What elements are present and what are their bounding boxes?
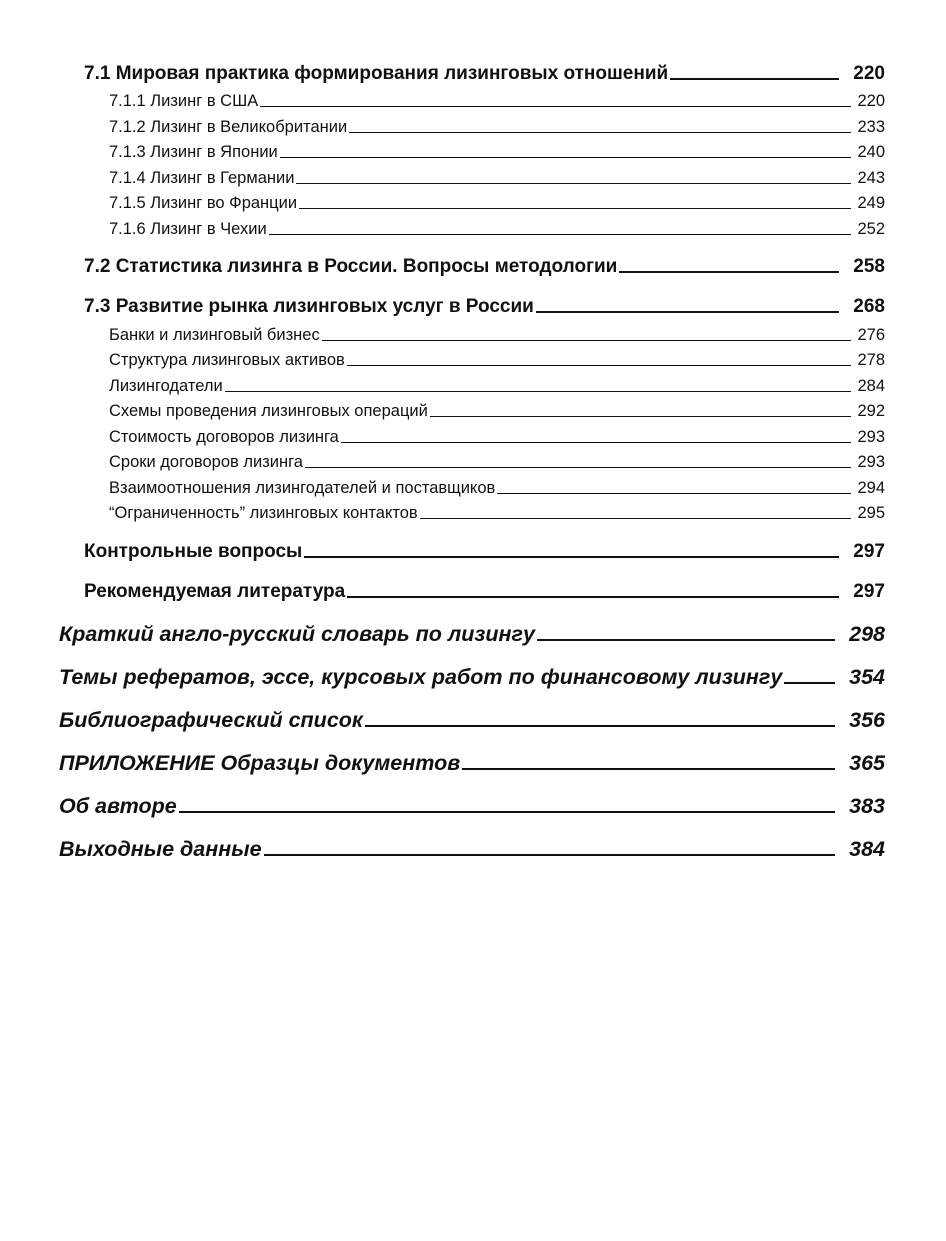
toc-entry-title: Стоимость договоров лизинга bbox=[109, 428, 339, 446]
toc-entry-title: 7.1.6 Лизинг в Чехии bbox=[109, 220, 267, 238]
toc-entry-title: Банки и лизинговый бизнес bbox=[109, 326, 320, 344]
toc-entry-title: 7.1.2 Лизинг в Великобритании bbox=[109, 118, 348, 136]
toc-leader-line bbox=[179, 811, 835, 813]
toc-page-number: 294 bbox=[857, 479, 885, 497]
toc-entry-title: Библиографический список bbox=[59, 708, 363, 732]
toc-entry-title: Сроки договоров лизинга bbox=[109, 453, 303, 471]
toc-page-number: 384 bbox=[849, 837, 885, 861]
toc-entry-lessors[interactable] bbox=[109, 374, 885, 396]
toc-page-number: 297 bbox=[853, 541, 885, 562]
toc-page-number: 278 bbox=[857, 351, 885, 369]
toc-leader-line bbox=[269, 234, 851, 235]
toc-entry-title: Рекомендуемая литература bbox=[84, 581, 346, 602]
toc-entry-title: 7.3 Развитие рынка лизинговых услуг в России bbox=[84, 296, 534, 317]
toc-entry-7-3[interactable] bbox=[84, 294, 885, 318]
toc-entry-imprint[interactable] bbox=[59, 834, 885, 862]
toc-entry-title: “Ограниченность” лизинговых контактов bbox=[109, 504, 418, 522]
toc-page-number: 293 bbox=[857, 428, 885, 446]
toc-page-number: 220 bbox=[853, 63, 885, 84]
toc-entry-cost[interactable] bbox=[109, 425, 885, 447]
toc-page-number: 243 bbox=[857, 169, 885, 187]
toc-leader-line bbox=[430, 416, 851, 417]
toc-page-number: 284 bbox=[857, 377, 885, 395]
toc-leader-line bbox=[365, 725, 835, 727]
toc-leader-line bbox=[420, 518, 851, 519]
toc-page-number: 252 bbox=[857, 220, 885, 238]
toc-entry-7-1-3[interactable] bbox=[109, 140, 885, 162]
toc-page-number: 268 bbox=[853, 296, 885, 317]
toc-page-number: 293 bbox=[857, 453, 885, 471]
toc-entry-title: Лизингодатели bbox=[109, 377, 223, 395]
toc-entry-appendix[interactable] bbox=[59, 748, 885, 776]
toc-page-number: 249 bbox=[857, 194, 885, 212]
toc-entry-literature[interactable] bbox=[84, 579, 885, 603]
toc-leader-line bbox=[322, 340, 851, 341]
toc-entry-bibliography[interactable] bbox=[59, 705, 885, 733]
toc-entry-title: Темы рефератов, эссе, курсовых работ по финансовому лизингу bbox=[59, 665, 783, 689]
toc-leader-line bbox=[264, 854, 835, 856]
toc-leader-line bbox=[304, 556, 839, 558]
toc-entry-banks[interactable] bbox=[109, 323, 885, 345]
toc-page-number: 233 bbox=[857, 118, 885, 136]
toc-entry-7-1-6[interactable] bbox=[109, 217, 885, 239]
toc-entry-title: 7.1.5 Лизинг во Франции bbox=[109, 194, 298, 212]
toc-entry-7-1[interactable] bbox=[84, 61, 885, 85]
toc-leader-line bbox=[280, 157, 851, 158]
toc-leader-line bbox=[349, 132, 851, 133]
toc-entry-title: ПРИЛОЖЕНИЕ Образцы документов bbox=[59, 751, 461, 775]
toc-page-number: 354 bbox=[849, 665, 885, 689]
toc-entry-title: Взаимоотношения лизингодателей и поставщиков bbox=[109, 479, 496, 497]
toc-entry-title: Об авторе bbox=[59, 794, 177, 818]
toc-entry-title: Контрольные вопросы bbox=[84, 541, 303, 562]
toc-leader-line bbox=[341, 442, 851, 443]
toc-entry-7-1-5[interactable] bbox=[109, 191, 885, 213]
toc-entry-7-2[interactable] bbox=[84, 254, 885, 278]
toc-entry-title: Структура лизинговых активов bbox=[109, 351, 345, 369]
toc-entry-title: 7.1 Мировая практика формирования лизинговых отношений bbox=[84, 63, 669, 84]
toc-leader-line bbox=[497, 493, 851, 494]
toc-page-number: 240 bbox=[857, 143, 885, 161]
toc-entry-topics[interactable] bbox=[59, 662, 885, 690]
toc-leader-line bbox=[536, 311, 839, 313]
toc-entry-limitations[interactable] bbox=[109, 501, 885, 523]
toc-entry-title: Выходные данные bbox=[59, 837, 262, 861]
toc-page-number: 295 bbox=[857, 504, 885, 522]
toc-page-number: 298 bbox=[849, 622, 885, 646]
toc-leader-line bbox=[299, 208, 851, 209]
toc-page-number: 258 bbox=[853, 256, 885, 277]
toc-leader-line bbox=[225, 391, 851, 392]
toc-entry-title: Схемы проведения лизинговых операций bbox=[109, 402, 428, 420]
toc-entry-7-1-2[interactable] bbox=[109, 115, 885, 137]
toc-page-number: 365 bbox=[849, 751, 885, 775]
toc-page-number: 356 bbox=[849, 708, 885, 732]
toc-page-number: 220 bbox=[857, 92, 885, 110]
toc-entry-schemes[interactable] bbox=[109, 399, 885, 421]
toc-entry-author[interactable] bbox=[59, 791, 885, 819]
toc-entry-relations[interactable] bbox=[109, 476, 885, 498]
toc-entry-dictionary[interactable] bbox=[59, 619, 885, 647]
toc-leader-line bbox=[347, 596, 839, 598]
toc-entry-terms[interactable] bbox=[109, 450, 885, 472]
toc-entry-questions[interactable] bbox=[84, 539, 885, 563]
toc-entry-7-1-1[interactable] bbox=[109, 89, 885, 111]
toc-entry-7-1-4[interactable] bbox=[109, 166, 885, 188]
toc-page-number: 383 bbox=[849, 794, 885, 818]
toc-page-number: 297 bbox=[853, 581, 885, 602]
toc-leader-line bbox=[670, 78, 839, 80]
toc-entry-title: Краткий англо-русский словарь по лизингу bbox=[59, 622, 535, 646]
toc-entry-title: 7.2 Статистика лизинга в России. Вопросы методологии bbox=[84, 256, 618, 277]
toc-page-number: 292 bbox=[857, 402, 885, 420]
toc-leader-line bbox=[260, 106, 851, 107]
toc-entry-title: 7.1.1 Лизинг в США bbox=[109, 92, 259, 110]
toc-leader-line bbox=[305, 467, 851, 468]
toc-page-number: 276 bbox=[857, 326, 885, 344]
toc-leader-line bbox=[619, 271, 839, 273]
toc-leader-line bbox=[537, 639, 835, 641]
toc-leader-line bbox=[347, 365, 851, 366]
toc-entry-assets[interactable] bbox=[109, 348, 885, 370]
toc-leader-line bbox=[784, 682, 835, 684]
toc-entry-title: 7.1.4 Лизинг в Германии bbox=[109, 169, 295, 187]
toc-leader-line bbox=[296, 183, 851, 184]
toc-leader-line bbox=[462, 768, 835, 770]
toc-entry-title: 7.1.3 Лизинг в Японии bbox=[109, 143, 278, 161]
